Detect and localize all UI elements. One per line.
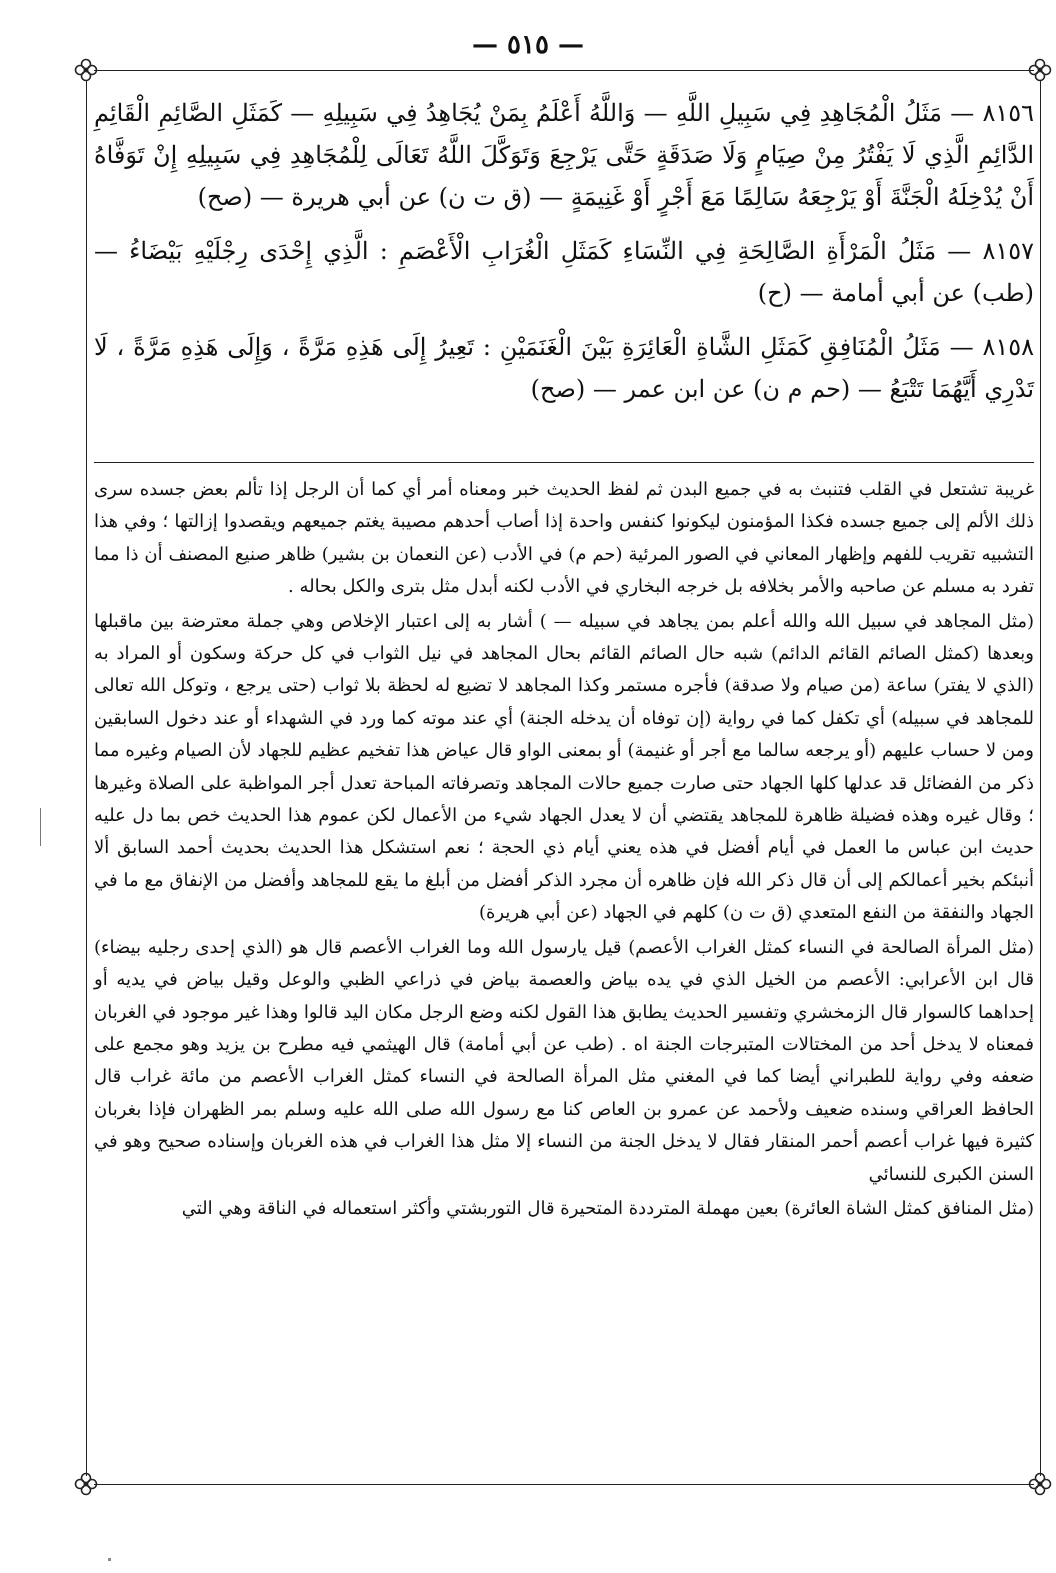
- hadith-8158: ٨١٥٨ — مَثَلُ الْمُنَافِقِ كَمَثَلِ الشَّاةِ الْعَائِرَةِ بَيْنَ الْغَنَمَيْنِ : تَعِيرُ إِلَى هَذِهِ مَرَّةً ، وَإِلَى هَذِهِ مَرَّةً ، لَا تَدْرِي أَيَّهُمَا تَتْبَعُ — (حم م ن) عن ابن عمر — (صح): [94, 333, 1034, 403]
- quatrefoil-ornament-icon: [1028, 58, 1052, 82]
- frame-left-rule: [86, 80, 87, 1476]
- commentary-paragraph: غريبة تشتعل في القلب فتنبث به في جميع البدن ثم لفظ الحديث خبر ومعناه أمر أي كما أن الرجل إذا تألم بعض جسده سرى ذلك الألم إلى جميع جسده فكذا المؤمنون ليكونوا كنفس واحدة إذا أصاب أحدهم مصيبة يغتم جميعهم ويقصدوا إزالتها ؛ وفي هذا التشبيه تقريب للفهم وإظهار المعاني في الصور المرئية (حم م) في الأدب (عن النعمان بن بشير) ظاهر صنيع المصنف أن ذا مما تفرد به مسلم عن صاحبه والأمر بخلافه بل خرجه البخاري في الأدب لكنه أبدل مثل بترى والكل بحاله .: [94, 479, 1034, 598]
- frame-right-rule: [1040, 80, 1041, 1476]
- quatrefoil-ornament-icon: [74, 58, 98, 82]
- quatrefoil-ornament-icon: [1028, 1472, 1052, 1496]
- quatrefoil-ornament-icon: [74, 1472, 98, 1496]
- commentary-paragraph: (مثل المرأة الصالحة في النساء كمثل الغراب الأعصم) قيل يارسول الله وما الغراب الأعصم قال هو (الذي إحدى رجليه بيضاء) قال ابن الأعرابي: الأعصم من الخيل الذي في يده بياض والعصمة بياض في ذراعي الظبي والوعل وقيل بياض في يديه أو إحداهما كالسوار قال الزمخشري وتفسير الحديث يطابق هذا القول لكنه وضع الرجل مكان اليد قالوا وهذا غير موجود في الغربان فمعناه لا يدخل أحد من المختالات المتبرجات الجنة اه . (طب عن أبي أمامة) قال الهيثمي فيه مطرح بن يزيد وهو مجمع على ضعفه وفي رواية للطبراني أيضا كما في المغني مثل المرأة الصالحة في النساء كمثل الغراب الأعصم من مائة غراب قال الحافظ العراقي وسنده ضعيف ولأحمد عن عمرو بن العاص كنا مع رسول الله صلى الله عليه وسلم بمر الظهران فإذا بغربان كثيرة فيها غراب أعصم أحمر المنقار فقال لا يدخل الجنة من النساء إلا مثل هذا الغراب في هذه الغربان وإسناده صحيح وهو في السنن الكبرى للنسائي: [94, 936, 1034, 1185]
- commentary-separator: [94, 462, 1034, 463]
- margin-mark: [40, 808, 41, 846]
- frame-bottom-rule: [94, 1484, 1034, 1485]
- hadith-8157: ٨١٥٧ — مَثَلُ الْمَرْأَةِ الصَّالِحَةِ فِي النِّسَاءِ كَمَثَلِ الْغُرَابِ الْأَعْصَمِ : الَّذِي إِحْدَى رِجْلَيْهِ بَيْضَاءُ — (طب) عن أبي أمامة — (ح): [94, 237, 1034, 307]
- commentary-paragraph: (مثل المجاهد في سبيل الله والله أعلم بمن يجاهد في سبيله — ) أشار به إلى اعتبار الإخلاص وهي جملة معترضة بين ماقبلها وبعدها (كمثل الصائم القائم الدائم) شبه حال الصائم القائم بحال المجاهد في نيل الثواب في كل حركة وسكون أو المراد به (الذي لا يفتر) ساعة (من صيام ولا صدقة) فأجره مستمر وكذا المجاهد لا تضيع له لحظة بلا ثواب (حتى يرجع ، وتوكل الله تعالى للمجاهد في سبيله) أي تكفل كما في رواية (إن توفاه أن يدخله الجنة) أي عند موته كما ورد في الشهداء أو عند دخول السابقين ومن لا حساب عليهم (أو يرجعه سالما مع أجر أو غنيمة) أو بمعنى الواو قال عياض هذا تفخيم عظيم للجهاد لأن الصيام وغيره مما ذكر من الفضائل قد عدلها كلها الجهاد حتى صارت جميع حالات المجاهد وتصرفاته المباحة تعدل أجر المواظبة على الصلاة وغيرها ؛ وقال غيره وهذه فضيلة ظاهرة للمجاهد يقتضي أن لا يعدل الجهاد شيء من الأعمال لكن عموم هذا الحديث خص بما دل عليه حديث ابن عباس ما العمل في أيام أفضل في هذه يعني أيام ذي الحجة ؛ نعم استشكل هذا الحديث بحديث أحمد السابق ألا أنبئكم بخير أعمالكم إلى أن قال ذكر الله فإن ظاهره أن مجرد الذكر أفضل من أبلغ ما يقع للمجاهد وأفضل من الإنفاق مع ما في الجهاد والنفقة من النفع المتعدي (ق ت ن) كلهم في الجهاد (عن أبي هريرة): [94, 610, 1034, 924]
- hadith-text-block: [94, 92, 1034, 422]
- commentary-block: [94, 474, 1034, 1227]
- frame-top-rule: [94, 70, 1034, 71]
- commentary-paragraph: (مثل المنافق كمثل الشاة العائرة) بعين مهملة المترددة المتحيرة قال التوربشتي وأكثر استعماله في الناقة وهي التي: [181, 1197, 1034, 1219]
- scan-speck: [108, 1558, 111, 1561]
- hadith-8156: ٨١٥٦ — مَثَلُ الْمُجَاهِدِ فِي سَبِيلِ اللَّهِ — وَاللَّهُ أَعْلَمُ بِمَنْ يُجَاهِدُ فِي سَبِيلِهِ — كَمَثَلِ الصَّائِمِ الْقَائِمِ الدَّائِمِ الَّذِي لَا يَفْتُرُ مِنْ صِيَامٍ وَلَا صَدَقَةٍ حَتَّى يَرْجِعَ وَتَوَكَّلَ اللَّهُ تَعَالَى لِلْمُجَاهِدِ فِي سَبِيلِهِ إِنْ تَوَفَّاهُ أَنْ يُدْخِلَهُ الْجَنَّةَ أَوْ يَرْجِعَهُ سَالِمًا مَعَ أَجْرٍ أَوْ غَنِيمَةٍ — (ق ت ن) عن أبي هريرة — (صح): [94, 99, 1034, 211]
- page-number: — ٥١٥ —: [471, 30, 585, 60]
